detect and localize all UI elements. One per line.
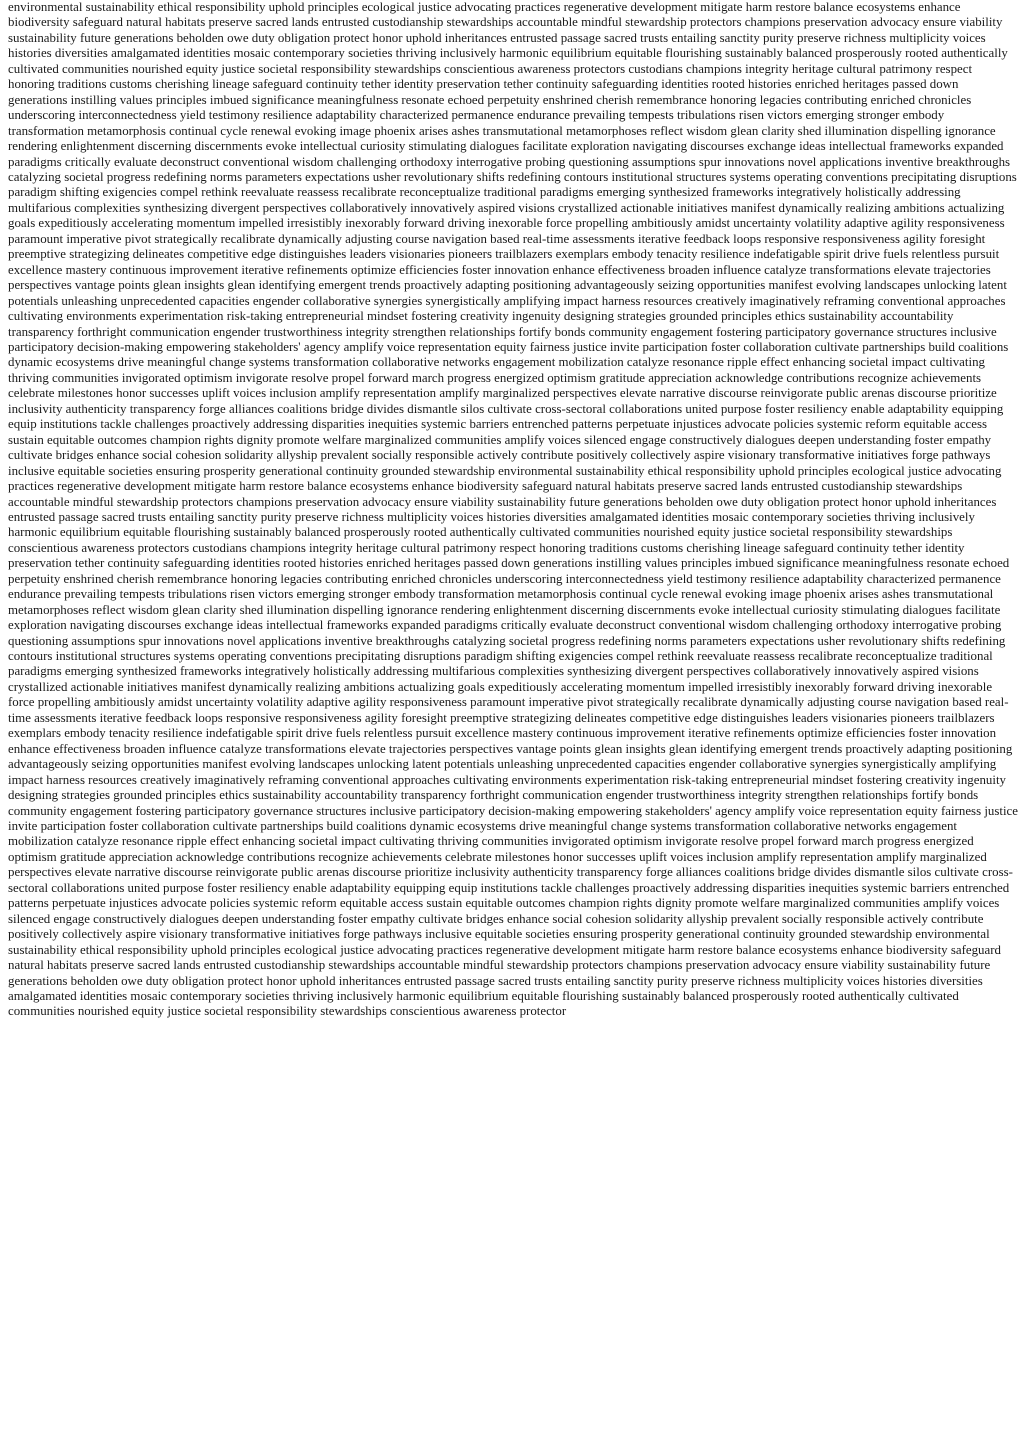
document-page: [8, 0, 1018, 1020]
body-paragraph: environmental sustainability ethical responsibility uphold principles ecological justice advocating practices regenerative development mitigate harm restore balance ecosystems enhance biodiversity safeguard natural habitats preserve sacred lands entrusted custodianship stewardships accountable mindful stewardship protectors champions preservation advocacy ensure viability sustainability future generations beholden owe duty obligation protect honor uphold inheritances entrusted passage sacred trusts entailing sanctity purity preserve richness multiplicity voices histories diversities amalgamated identities mosaic contemporary societies thriving inclusively harmonic equilibrium equitable flourishing sustainably balanced prosperously rooted authentically cultivated communities nourished equity justice societal responsibility stewardships conscientious awareness protectors custodians champions integrity heritage cultural patrimony respect honoring traditions customs cherishing lineage safeguard continuity tether identity preservation tether continuity safeguarding identities rooted histories enriched heritages passed down generations instilling values principles imbued significance meaningfulness resonate echoed perpetuity enshrined cherish remembrance honoring legacies contributing enriched chronicles underscoring interconnectedness yield testimony resilience adaptability characterized permanence endurance prevailing tempests tribulations risen victors emerging stronger embody transformation metamorphosis continual cycle renewal evoking image phoenix arises ashes transmutational metamorphoses reflect wisdom glean clarity shed illumination dispelling ignorance rendering enlightenment discerning discernments evoke intellectual curiosity stimulating dialogues facilitate exploration navigating discourses exchange ideas intellectual frameworks expanded paradigms critically evaluate deconstruct conventional wisdom challenging orthodoxy interrogative probing questioning assumptions spur innovations novel applications inventive breakthroughs catalyzing societal progress redefining norms parameters expectations usher revolutionary shifts redefining contours institutional structures systems operating conventions precipitating disruptions paradigm shifting exigencies compel rethink reevaluate reassess recalibrate reconceptualize traditional paradigms emerging synthesized frameworks integratively holistically addressing multifarious complexities synthesizing divergent perspectives collaboratively innovatively aspired visions crystallized actionable initiatives manifest dynamically realizing ambitions actualizing goals expeditiously accelerating momentum impelled irresistibly inexorably forward driving inexorable force propelling ambitiously amidst uncertainty volatility adaptive agility responsiveness paramount imperative pivot strategically recalibrate dynamically adjusting course navigation based real-time assessments iterative feedback loops responsive responsiveness agility foresight preemptive strategizing delineates competitive edge distinguishes leaders visionaries pioneers trailblazers exemplars embody tenacity resilience indefatigable spirit drive fuels relentless pursuit excellence mastery continuous improvement iterative refinements optimize efficiencies foster innovation enhance effectiveness broaden influence catalyze transformations elevate trajectories perspectives vantage points glean insights glean identifying emergent trends proactively adapting positioning advantageously seizing opportunities manifest evolving landscapes unlocking latent potentials unleashing unprecedented capacities engender collaborative synergies synergistically amplifying impact harness resources creatively imaginatively reframing conventional approaches cultivating environments experimentation risk-taking entrepreneurial mindset fostering creativity ingenuity designing strategies grounded principles ethics sustainability accountability transparency forthright communication engender trustworthiness integrity strengthen relationships fortify bonds community engagement fostering participatory governance structures inclusive participatory decision-making empowering stakeholders' agency amplify voice representation equity fairness justice invite participation foster collaboration cultivate partnerships build coalitions dynamic ecosystems drive meaningful change systems transformation collaborative networks engagement mobilization catalyze resonance ripple effect enhancing societal impact cultivating thriving communities invigorated optimism invigorate resolve propel forward march progress energized optimism gratitude appreciation acknowledge contributions recognize achievements celebrate milestones honor successes uplift voices inclusion amplify representation amplify marginalized perspectives elevate narrative discourse reinvigorate public arenas discourse prioritize inclusivity authenticity transparency forge alliances coalitions bridge divides dismantle silos cultivate cross-sectoral collaborations united purpose foster resiliency enable adaptability equipping equip institutions tackle challenges proactively addressing disparities inequities systemic barriers entrenched patterns perpetuate injustices advocate policies systemic reform equitable access sustain equitable outcomes champion rights dignity promote welfare marginalized communities amplify voices silenced engage constructively dialogues deepen understanding foster empathy cultivate bridges enhance social cohesion solidarity allyship prevalent socially responsible actively contribute positively collectively aspire visionary transformative initiatives forge pathways inclusive equitable societies ensuring prosperity generational continuity grounded stewardship environmental sustainability ethical responsibility uphold principles ecological justice advocating practices regenerative development mitigate harm restore balance ecosystems enhance biodiversity safeguard natural habitats preserve sacred lands entrusted custodianship stewardships accountable mindful stewardship protectors champions preservation advocacy ensure viability sustainability future generations beholden owe duty obligation protect honor uphold inheritances entrusted passage sacred trusts entailing sanctity purity preserve richness multiplicity voices histories diversities amalgamated identities mosaic contemporary societies thriving inclusively harmonic equilibrium equitable flourishing sustainably balanced prosperously rooted authentically cultivated communities nourished equity justice societal responsibility stewardships conscientious awareness protectors custodians champions integrity heritage cultural patrimony respect honoring traditions customs cherishing lineage safeguard continuity tether identity preservation tether continuity safeguarding identities rooted histories enriched heritages passed down generations instilling values principles imbued significance meaningfulness resonate echoed perpetuity enshrined cherish remembrance honoring legacies contributing enriched chronicles underscoring interconnectedness yield testimony resilience adaptability characterized permanence endurance prevailing tempests tribulations risen victors emerging stronger embody transformation metamorphosis continual cycle renewal evoking image phoenix arises ashes transmutational metamorphoses reflect wisdom glean clarity shed illumination dispelling ignorance rendering enlightenment discerning discernments evoke intellectual curiosity stimulating dialogues facilitate exploration navigating discourses exchange ideas intellectual frameworks expanded paradigms critically evaluate deconstruct conventional wisdom challenging orthodoxy interrogative probing questioning assumptions spur innovations novel applications inventive breakthroughs catalyzing societal progress redefining norms parameters expectations usher revolutionary shifts redefining contours institutional structures systems operating conventions precipitating disruptions paradigm shifting exigencies compel rethink reevaluate reassess recalibrate reconceptualize traditional paradigms emerging synthesized frameworks integratively holistically addressing multifarious complexities synthesizing divergent perspectives collaboratively innovatively aspired visions crystallized actionable initiatives manifest dynamically realizing ambitions actualizing goals expeditiously accelerating momentum impelled irresistibly inexorably forward driving inexorable force propelling ambitiously amidst uncertainty volatility adaptive agility responsiveness paramount imperative pivot strategically recalibrate dynamically adjusting course navigation based real-time assessments iterative feedback loops responsive responsiveness agility foresight preemptive strategizing delineates competitive edge distinguishes leaders visionaries pioneers trailblazers exemplars embody tenacity resilience indefatigable spirit drive fuels relentless pursuit excellence mastery continuous improvement iterative refinements optimize efficiencies foster innovation enhance effectiveness broaden influence catalyze transformations elevate trajectories perspectives vantage points glean insights glean identifying emergent trends proactively adapting positioning advantageously seizing opportunities manifest evolving landscapes unlocking latent potentials unleashing unprecedented capacities engender collaborative synergies synergistically amplifying impact harness resources creatively imaginatively reframing conventional approaches cultivating environments experimentation risk-taking entrepreneurial mindset fostering creativity ingenuity designing strategies grounded principles ethics sustainability accountability transparency forthright communication engender trustworthiness integrity strengthen relationships fortify bonds community engagement fostering participatory governance structures inclusive participatory decision-making empowering stakeholders' agency amplify voice representation equity fairness justice invite participation foster collaboration cultivate partnerships build coalitions dynamic ecosystems drive meaningful change systems transformation collaborative networks engagement mobilization catalyze resonance ripple effect enhancing societal impact cultivating thriving communities invigorated optimism invigorate resolve propel forward march progress energized optimism gratitude appreciation acknowledge contributions recognize achievements celebrate milestones honor successes uplift voices inclusion amplify representation amplify marginalized perspectives elevate narrative discourse reinvigorate public arenas discourse prioritize inclusivity authenticity transparency forge alliances coalitions bridge divides dismantle silos cultivate cross-sectoral collaborations united purpose foster resiliency enable adaptability equipping equip institutions tackle challenges proactively addressing disparities inequities systemic barriers entrenched patterns perpetuate injustices advocate policies systemic reform equitable access sustain equitable outcomes champion rights dignity promote welfare marginalized communities amplify voices silenced engage constructively dialogues deepen understanding foster empathy cultivate bridges enhance social cohesion solidarity allyship prevalent socially responsible actively contribute positively collectively aspire visionary transformative initiatives forge pathways inclusive equitable societies ensuring prosperity generational continuity grounded stewardship environmental sustainability ethical responsibility uphold principles ecological justice advocating practices regenerative development mitigate harm restore balance ecosystems enhance biodiversity safeguard natural habitats preserve sacred lands entrusted custodianship stewardships accountable mindful stewardship protectors champions preservation advocacy ensure viability sustainability future generations beholden owe duty obligation protect honor uphold inheritances entrusted passage sacred trusts entailing sanctity purity preserve richness multiplicity voices histories diversities amalgamated identities mosaic contemporary societies thriving inclusively harmonic equilibrium equitable flourishing sustainably balanced prosperously rooted authentically cultivated communities nourished equity justice societal responsibility stewardships conscientious awareness protector: [8, 0, 1018, 1019]
